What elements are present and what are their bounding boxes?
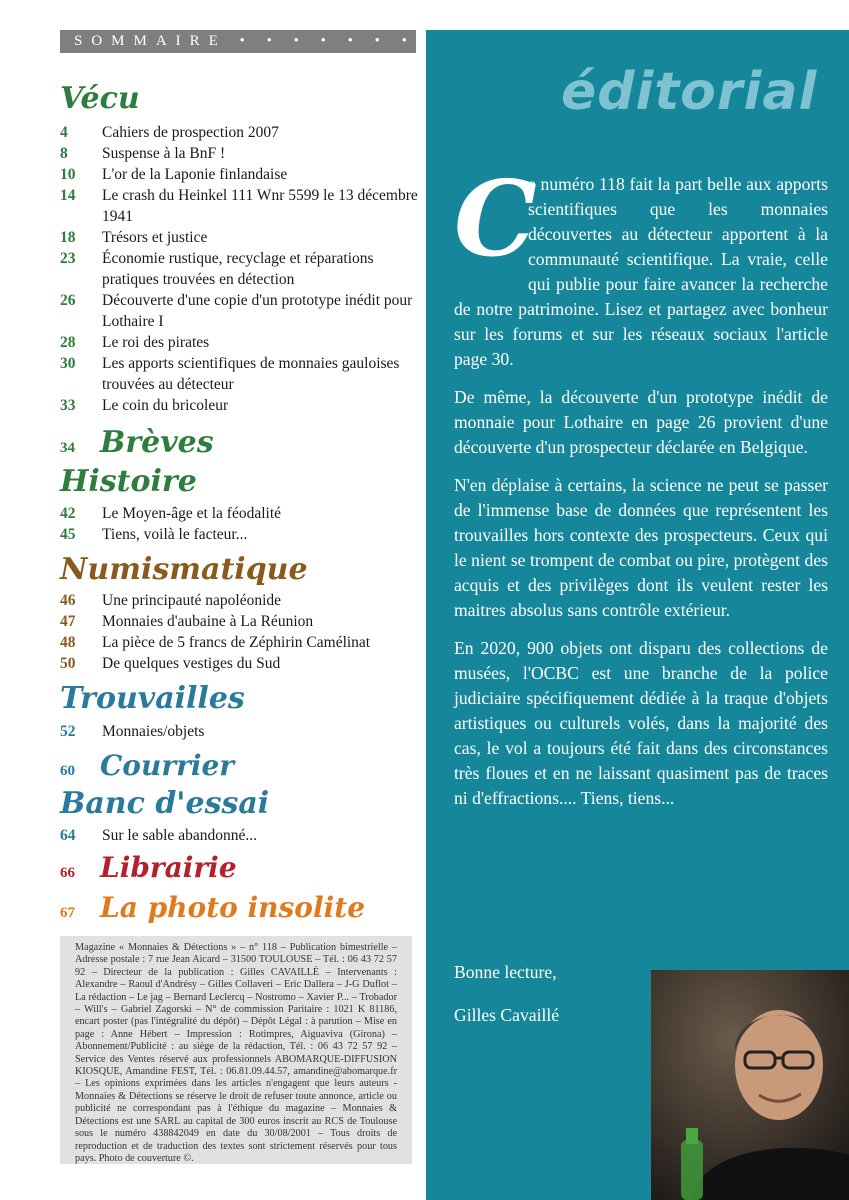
toc-entry-title: Économie rustique, recyclage et réparations pratiques trouvées en détection <box>102 250 374 288</box>
toc-entry-title: De quelques vestiges du Sud <box>102 655 281 672</box>
drop-cap: C <box>454 157 537 280</box>
toc-page-number: 4 <box>60 124 68 141</box>
toc-entry <box>60 185 420 227</box>
paragraph <box>454 157 828 372</box>
toc-entry-title: Le Moyen-âge et la féodalité <box>102 505 282 522</box>
toc-entry <box>60 290 420 332</box>
toc-entry <box>60 721 420 742</box>
toc-entry-title: L'or de la Laponie finlandaise <box>102 166 288 183</box>
section-title: La photo insolite <box>100 891 366 924</box>
numismatique-list <box>60 590 420 674</box>
toc-page-number: 42 <box>60 505 76 522</box>
section-breves <box>60 426 214 465</box>
toc-entry-title: La pièce de 5 francs de Zéphirin Camélinat <box>102 634 371 651</box>
toc-page-number: 47 <box>60 613 76 630</box>
toc-entry <box>60 524 420 545</box>
editorial-body <box>454 157 828 824</box>
toc-page-number: 50 <box>60 655 76 672</box>
toc-page-number: 30 <box>60 355 76 372</box>
toc-entry <box>60 122 420 143</box>
toc-entry-title: Les apports scientifiques de monnaies gauloises trouvées au détecteur <box>102 355 400 393</box>
section-page-number: 66 <box>60 865 75 881</box>
toc-entry-title: Sur le sable abandonné... <box>102 827 257 844</box>
author-portrait-icon <box>651 970 849 1200</box>
paragraph: En 2020, 900 objets ont disparu des collections de musées, l'OCBC est une branche de la police judiciaire spécifiquement dédiée à la traque d'objets artistiques ou culturels volés, dans la majorité des cas, le vol a toujours été fait dans des circonstances très floues et en ne laissant quasiment pas de traces ni d'effractions.... Tiens, tiens... <box>454 638 828 808</box>
toc-page-number: 45 <box>60 526 76 543</box>
toc-entry <box>60 395 420 416</box>
toc-entry-title: Le crash du Heinkel 111 Wnr 5599 le 13 décembre 1941 <box>102 187 418 225</box>
author-signature: Gilles Cavaillé <box>454 1005 560 1025</box>
toc-header: SOMMAIRE • • • • • • • <box>60 30 416 53</box>
paragraph: De même, la découverte d'un prototype inédit de monnaie pour Lothaire en page 26 provient d'une découverte d'un prospecteur déclarée en Belgique. <box>454 387 828 457</box>
toc-entry-title: Le coin du bricoleur <box>102 397 229 414</box>
toc-page-number: 14 <box>60 187 76 204</box>
toc-entry <box>60 143 420 164</box>
trouvailles-list <box>60 721 420 742</box>
section-page-number: 67 <box>60 905 75 921</box>
toc-page-number: 8 <box>60 145 68 162</box>
toc-entry-title: Découverte d'une copie d'un prototype inédit pour Lothaire I <box>102 292 413 330</box>
imprint-box: Magazine « Monnaies & Détections » – n° 118 – Publication bimestrielle – Adresse postale : 7 rue Jean Aicard – 31500 TOULOUSE – Tél. : 06 43 72 57 92 – Directeur de la publication : Gilles CAVAILLÉ – Intervenants : Alexandre – Raoul d'Andrésy – Gilles Collaveri – Eric Dallera – J-G Duflot – La rédaction – Le jag – Bernard Leclercq – Nostromo – Xavier P... – Trobador – Will's – Gabriel Zagorski – N° de commission Paritaire : 1021 K 81186, encart poster (pas l'intégralité du dépôt) – Dépôt Légal : à parution – Mise en page : Anne Hébert – Impression : Rotimpres, Aiguaviva (Girona) – Abonnement/Publicité : au siège de la rédaction, Tél. : 06 43 72 57 92 – Service des Ventes réservé aux professionnels ABOMARQUE-DIFFUSION KIOSQUE, Amandine FEST, Tél. : 06.81.09.44.57, amandine@abomarque.fr – Les opinions exprimées dans les articles n'engagent que leurs auteurs - Monnaies & Détections se réserve le droit de refuser toute annonce, article ou publicité ne correspondant pas à l'éthique du magazine – Monnaies & Détections est une SARL au capital de 300 euros inscrit au RCS de Toulouse sous le numéro 438842049 en date du 30/08/2001 – Tous droits de reproduction et de traduction des textes sont strictement réservés pour tous pays. Photo de couverture ©. <box>60 936 412 1164</box>
toc-page-number: 46 <box>60 592 76 609</box>
toc-entry-title: Une principauté napoléonide <box>102 592 282 609</box>
section-librairie <box>60 852 237 889</box>
toc-entry-title: Le roi des pirates <box>102 334 210 351</box>
section-courrier <box>60 750 234 787</box>
editorial-panel <box>426 30 849 1200</box>
toc-page-number: 64 <box>60 827 76 844</box>
toc-entry-title: Suspense à la BnF ! <box>102 145 226 162</box>
editorial-title: éditorial <box>561 62 818 122</box>
toc-entry <box>60 248 420 290</box>
toc-entry <box>60 332 420 353</box>
toc-entry <box>60 590 420 611</box>
section-histoire: Histoire <box>60 464 197 499</box>
section-vecu: Vécu <box>60 81 140 116</box>
banc-list <box>60 825 420 846</box>
toc-entry-title: Trésors et justice <box>102 229 208 246</box>
toc-page-number: 18 <box>60 229 76 246</box>
toc-entry-title: Cahiers de prospection 2007 <box>102 124 279 141</box>
greeting: Bonne lecture, <box>454 962 557 982</box>
section-page-number: 34 <box>60 440 75 456</box>
toc-entry-title: Monnaies/objets <box>102 723 205 740</box>
toc-entry <box>60 503 420 524</box>
toc-entry-title: Monnaies d'aubaine à La Réunion <box>102 613 314 630</box>
toc-page-number: 10 <box>60 166 76 183</box>
section-title: Brèves <box>100 425 214 460</box>
toc-entry <box>60 227 420 248</box>
section-numismatique: Numismatique <box>60 552 308 587</box>
author-photo <box>651 970 849 1200</box>
toc-entry <box>60 353 420 395</box>
toc-entry <box>60 653 420 674</box>
section-photo-insolite <box>60 892 365 929</box>
toc-entry-title: Tiens, voilà le facteur... <box>102 526 248 543</box>
toc-page-number: 33 <box>60 397 76 414</box>
signature-block <box>454 960 559 1028</box>
toc-entry <box>60 825 420 846</box>
toc-page-number: 23 <box>60 250 76 267</box>
vecu-list <box>60 122 420 416</box>
section-title: Librairie <box>100 851 237 884</box>
histoire-list <box>60 503 420 545</box>
toc-entry <box>60 164 420 185</box>
section-title: Courrier <box>100 749 235 782</box>
toc-entry <box>60 611 420 632</box>
section-trouvailles: Trouvailles <box>60 681 245 716</box>
toc-page-number: 48 <box>60 634 76 651</box>
toc-page-number: 26 <box>60 292 76 309</box>
section-page-number: 60 <box>60 763 75 779</box>
toc-page-number: 28 <box>60 334 76 351</box>
paragraph-text: e numéro 118 fait la part belle aux apports scientifiques que les monnaies découvertes au détecteur apportent à la communauté scientifique. La vraie, celle qui publie pour faire avancer la recherche de notre patrimoine. Lisez et partagez avec bonheur sur les forums et sur les réseaux sociaux l'article page 30. <box>454 174 828 369</box>
section-banc-essai: Banc d'essai <box>60 786 270 821</box>
toc-entry <box>60 632 420 653</box>
paragraph: N'en déplaise à certains, la science ne peut se passer de l'immense base de données que représentent les trouvailles hors contexte des prospecteurs. Ceux qui le nient se trompent de combat ou pire, protègent des acquis et des privilèges dont ils veulent rester les maitres absolus sans contrôle extérieur. <box>454 475 828 620</box>
toc-page-number: 52 <box>60 723 76 740</box>
